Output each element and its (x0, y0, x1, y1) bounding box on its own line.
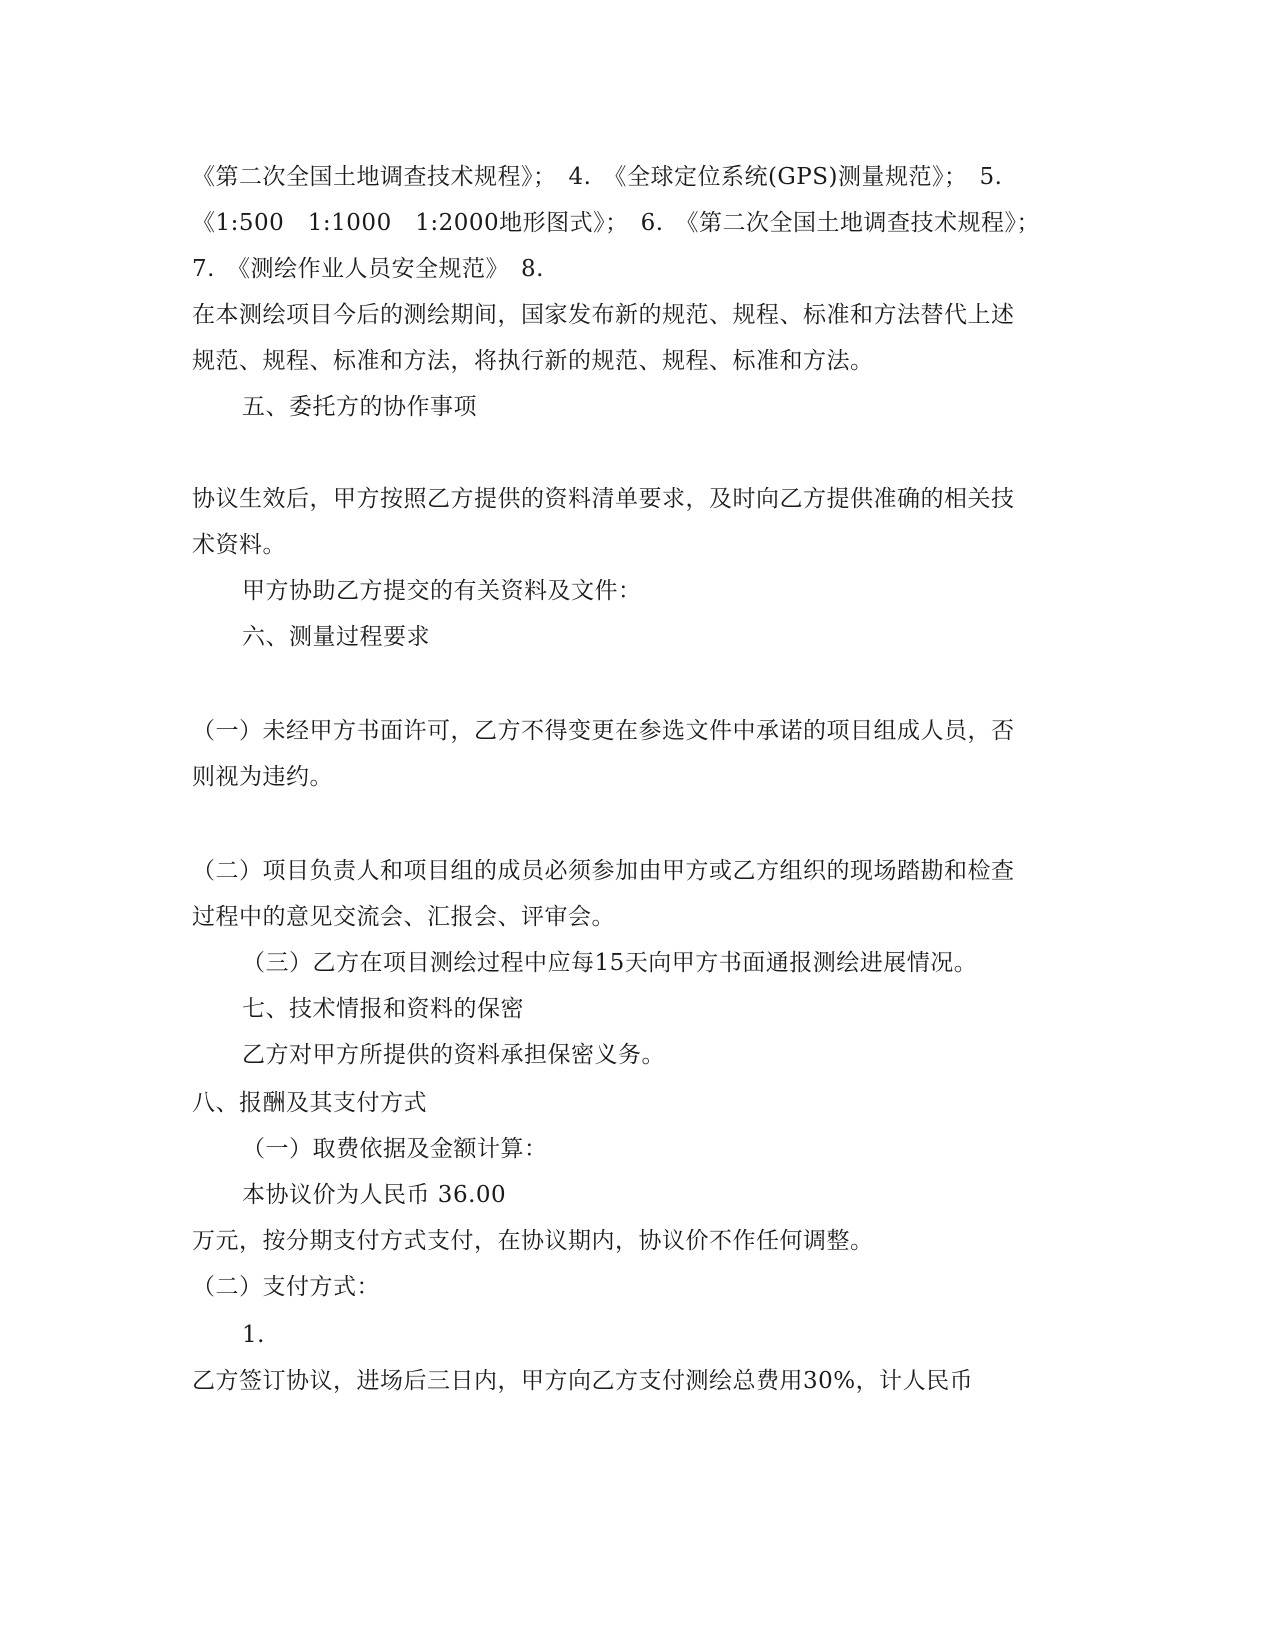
text-line: 1. (242, 1322, 265, 1348)
text-line: （三）乙方在项目测绘过程中应每15天向甲方书面通报测绘进展情况。 (242, 950, 978, 976)
section-heading: 五、委托方的协作事项 (242, 394, 477, 420)
text-line: 万元，按分期支付方式支付，在协议期内，协议价不作任何调整。 (192, 1228, 874, 1254)
text-line: 乙方签订协议，进场后三日内，甲方向乙方支付测绘总费用30%，计人民币 (192, 1368, 974, 1394)
text-line: 《1:500 1:1000 1:2000地形图式》； 6. 《第二次全国土地调查技术规程》； (192, 210, 1041, 236)
text-line: （二）项目负责人和项目组的成员必须参加由甲方或乙方组织的现场踏勘和检查 (192, 858, 1015, 884)
text-line: 则视为违约。 (192, 764, 333, 790)
section-heading: 六、测量过程要求 (242, 624, 430, 650)
text-line: （一）取费依据及金额计算： (242, 1136, 548, 1162)
text-line: 术资料。 (192, 532, 286, 558)
section-heading: 七、技术情报和资料的保密 (242, 996, 524, 1022)
text-line: （二）支付方式： (192, 1274, 380, 1300)
text-line: （一）未经甲方书面许可，乙方不得变更在参选文件中承诺的项目组成人员，否 (192, 718, 1015, 744)
text-line: 在本测绘项目今后的测绘期间，国家发布新的规范、规程、标准和方法替代上述 (192, 302, 1015, 328)
text-line: 协议生效后，甲方按照乙方提供的资料清单要求，及时向乙方提供准确的相关技 (192, 486, 1015, 512)
text-line: 过程中的意见交流会、汇报会、评审会。 (192, 904, 615, 930)
text-line: 甲方协助乙方提交的有关资料及文件： (242, 578, 642, 604)
text-line: 规范、规程、标准和方法，将执行新的规范、规程、标准和方法。 (192, 348, 874, 374)
text-line: 乙方对甲方所提供的资料承担保密义务。 (242, 1042, 665, 1068)
text-line: 7. 《测绘作业人员安全规范》 8. (192, 256, 544, 282)
section-heading: 八、报酬及其支付方式 (192, 1090, 427, 1116)
text-line: 本协议价为人民币 36.00 (242, 1182, 507, 1208)
text-line: 《第二次全国土地调查技术规程》； 4. 《全球定位系统(GPS)测量规范》； 5. (192, 164, 1003, 190)
